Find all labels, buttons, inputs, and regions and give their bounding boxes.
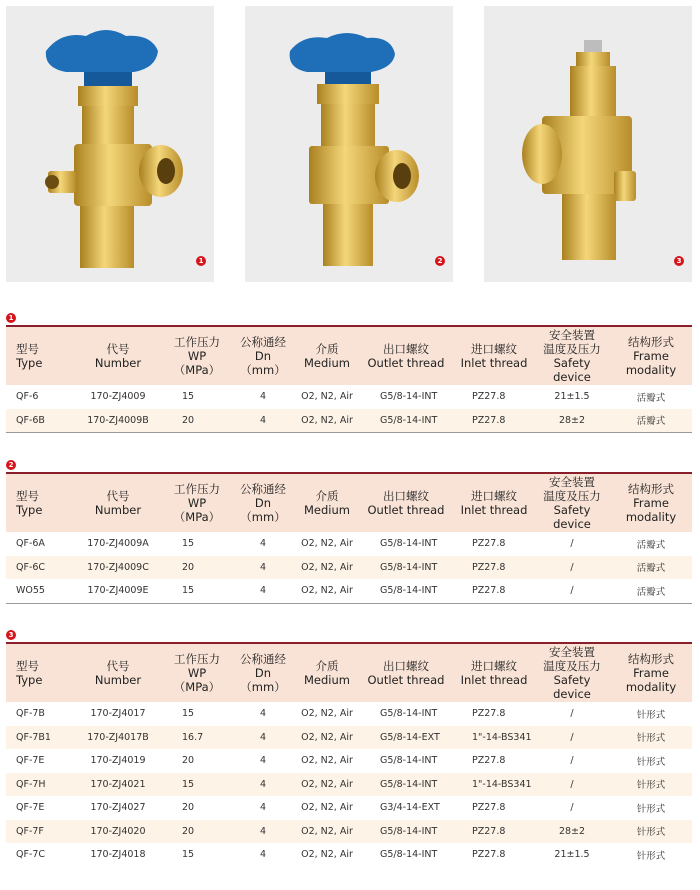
header-type: 型号 Type	[6, 474, 72, 532]
spec-table-2	[6, 474, 692, 603]
cell-type: QF-6A	[16, 538, 45, 550]
cell-inlet-thread: PZ27.8	[454, 820, 534, 844]
table-row	[6, 749, 692, 773]
cell-inlet-thread: PZ27.8	[472, 802, 506, 814]
table-bottom-rule	[6, 432, 692, 433]
table-row	[6, 820, 692, 844]
photo-badge-1: 1	[196, 256, 206, 266]
cell-inlet-thread: PZ27.8	[472, 538, 506, 550]
cell-type: QF-7E	[16, 755, 45, 767]
section-badge-1: 1	[6, 313, 16, 323]
cell-outlet-thread: G5/8-14-INT	[380, 391, 438, 403]
header-safety-device: 安全装置 温度及压力 Safety device	[534, 644, 610, 702]
spec-table-section-2	[6, 472, 692, 604]
cell-medium: O2, N2, Air	[301, 708, 353, 720]
table-row	[6, 556, 692, 580]
product-photo-3	[484, 6, 692, 282]
table-row	[6, 843, 692, 867]
cell-wp: 20	[182, 755, 195, 767]
cell-wp: 20	[182, 802, 195, 814]
header-safety-device: 安全装置 温度及压力 Safety device	[534, 474, 610, 532]
valve-image-1	[6, 6, 214, 282]
table-header-row	[6, 644, 692, 702]
cell-frame-modality: 针形式	[636, 709, 666, 721]
table-row	[6, 702, 692, 726]
table-row	[6, 579, 692, 603]
cell-number: 170-ZJ4018	[90, 849, 146, 861]
cell-type: QF-7B1	[6, 726, 72, 750]
cell-frame-modality: 活瓣式	[636, 586, 666, 598]
cell-safety-device: /	[534, 726, 610, 750]
cell-medium: O2, N2, Air	[296, 409, 358, 433]
cell-frame-modality: 活瓣式	[610, 556, 692, 580]
table-row	[6, 532, 692, 556]
cell-safety-device: /	[570, 802, 574, 814]
cell-dn: 4	[259, 755, 267, 767]
header-wp: 工作压力 WP （MPa）	[164, 327, 230, 385]
cell-inlet-thread: PZ27.8	[454, 409, 534, 433]
cell-outlet-thread: G3/4-14-EXT	[380, 802, 440, 814]
valve-image-3	[484, 6, 692, 282]
valve-image-2	[245, 6, 453, 282]
cell-safety-device: 21±1.5	[554, 391, 590, 403]
cell-safety-device: /	[534, 556, 610, 580]
header-wp: 工作压力 WP （MPa）	[164, 474, 230, 532]
header-outlet-thread: 出口螺纹 Outlet thread	[358, 474, 454, 532]
cell-inlet-thread: 1"-14-BS341	[454, 773, 534, 797]
header-outlet-thread: 出口螺纹 Outlet thread	[358, 327, 454, 385]
cell-dn: 4	[259, 849, 267, 861]
cell-medium: O2, N2, Air	[296, 726, 358, 750]
cell-number: 170-ZJ4020	[72, 820, 164, 844]
table-row	[6, 385, 692, 409]
header-inlet-thread: 进口螺纹 Inlet thread	[454, 644, 534, 702]
cell-wp: 20	[164, 820, 230, 844]
cell-medium: O2, N2, Air	[301, 391, 353, 403]
cell-wp: 15	[182, 708, 195, 720]
cell-medium: O2, N2, Air	[296, 820, 358, 844]
cell-outlet-thread: G5/8-14-INT	[380, 708, 438, 720]
cell-wp: 15	[164, 773, 230, 797]
product-photo-2	[245, 6, 453, 282]
cell-outlet-thread: G5/8-14-INT	[380, 755, 438, 767]
header-safety-device: 安全装置 温度及压力 Safety device	[534, 327, 610, 385]
cell-medium: O2, N2, Air	[301, 802, 353, 814]
table-row	[6, 409, 692, 433]
header-dn: 公称通经 Dn （mm）	[230, 474, 296, 532]
cell-wp: 15	[182, 391, 195, 403]
table-row	[6, 796, 692, 820]
cell-safety-device: /	[570, 755, 574, 767]
cell-inlet-thread: PZ27.8	[472, 391, 506, 403]
cell-medium: O2, N2, Air	[296, 556, 358, 580]
cell-frame-modality: 针形式	[610, 820, 692, 844]
cell-type: QF-7B	[16, 708, 45, 720]
header-wp: 工作压力 WP （MPa）	[164, 644, 230, 702]
table-bottom-rule	[6, 603, 692, 604]
cell-type: QF-6	[16, 391, 39, 403]
cell-wp: 15	[182, 538, 195, 550]
cell-medium: O2, N2, Air	[301, 755, 353, 767]
cell-inlet-thread: 1"-14-BS341	[454, 726, 534, 750]
cell-number: 170-ZJ4009A	[87, 538, 149, 550]
product-photo-1	[6, 6, 214, 282]
header-medium: 介质 Medium	[296, 327, 358, 385]
header-number: 代号 Number	[72, 644, 164, 702]
photo-badge-2: 2	[435, 256, 445, 266]
header-dn: 公称通经 Dn （mm）	[230, 644, 296, 702]
cell-wp: 15	[182, 585, 195, 597]
cell-medium: O2, N2, Air	[301, 538, 353, 550]
cell-wp: 15	[182, 849, 195, 861]
cell-medium: O2, N2, Air	[296, 773, 358, 797]
cell-inlet-thread: PZ27.8	[472, 585, 506, 597]
cell-dn: 4	[230, 556, 296, 580]
cell-safety-device: 21±1.5	[554, 849, 590, 861]
header-medium: 介质 Medium	[296, 644, 358, 702]
header-medium: 介质 Medium	[296, 474, 358, 532]
table-header-row	[6, 327, 692, 385]
cell-wp: 20	[164, 409, 230, 433]
cell-outlet-thread: G5/8-14-INT	[358, 409, 454, 433]
cell-wp: 16.7	[164, 726, 230, 750]
cell-inlet-thread: PZ27.8	[454, 556, 534, 580]
table-row	[6, 773, 692, 797]
cell-dn: 4	[259, 708, 267, 720]
cell-safety-device: /	[534, 773, 610, 797]
cell-medium: O2, N2, Air	[301, 585, 353, 597]
cell-frame-modality: 活瓣式	[636, 392, 666, 404]
cell-dn: 4	[259, 585, 267, 597]
table-row	[6, 726, 692, 750]
cell-outlet-thread: G5/8-14-INT	[380, 585, 438, 597]
cell-frame-modality: 针形式	[636, 756, 666, 768]
cell-number: 170-ZJ4009E	[87, 585, 149, 597]
cell-outlet-thread: G5/8-14-INT	[380, 538, 438, 550]
header-number: 代号 Number	[72, 327, 164, 385]
header-outlet-thread: 出口螺纹 Outlet thread	[358, 644, 454, 702]
cell-wp: 20	[164, 556, 230, 580]
cell-number: 170-ZJ4027	[90, 802, 146, 814]
header-inlet-thread: 进口螺纹 Inlet thread	[454, 327, 534, 385]
cell-frame-modality: 针形式	[636, 850, 666, 862]
spec-table-3	[6, 644, 692, 867]
cell-number: 170-ZJ4009	[90, 391, 146, 403]
cell-type: QF-7E	[16, 802, 45, 814]
cell-type: QF-6B	[6, 409, 72, 433]
cell-number: 170-ZJ4017B	[72, 726, 164, 750]
cell-dn: 4	[230, 820, 296, 844]
cell-outlet-thread: G5/8-14-EXT	[358, 726, 454, 750]
photo-badge-3: 3	[674, 256, 684, 266]
cell-frame-modality: 针形式	[636, 803, 666, 815]
header-inlet-thread: 进口螺纹 Inlet thread	[454, 474, 534, 532]
header-type: 型号 Type	[6, 644, 72, 702]
cell-number: 170-ZJ4017	[90, 708, 146, 720]
cell-dn: 4	[230, 773, 296, 797]
cell-type: QF-7C	[16, 849, 46, 861]
cell-type: WO55	[16, 585, 45, 597]
cell-dn: 4	[230, 409, 296, 433]
cell-dn: 4	[259, 391, 267, 403]
header-type: 型号 Type	[6, 327, 72, 385]
cell-dn: 4	[230, 726, 296, 750]
cell-inlet-thread: PZ27.8	[472, 849, 506, 861]
section-badge-2: 2	[6, 460, 16, 470]
cell-medium: O2, N2, Air	[301, 849, 353, 861]
cell-outlet-thread: G5/8-14-INT	[358, 773, 454, 797]
spec-table-section-3	[6, 642, 692, 867]
cell-inlet-thread: PZ27.8	[472, 755, 506, 767]
cell-dn: 4	[259, 802, 267, 814]
cell-type: QF-6C	[6, 556, 72, 580]
cell-number: 170-ZJ4009B	[72, 409, 164, 433]
cell-outlet-thread: G5/8-14-INT	[380, 849, 438, 861]
cell-dn: 4	[259, 538, 267, 550]
cell-number: 170-ZJ4019	[90, 755, 146, 767]
cell-number: 170-ZJ4021	[72, 773, 164, 797]
cell-inlet-thread: PZ27.8	[472, 708, 506, 720]
cell-safety-device: 28±2	[534, 409, 610, 433]
cell-safety-device: 28±2	[534, 820, 610, 844]
cell-frame-modality: 针形式	[610, 773, 692, 797]
cell-safety-device: /	[570, 538, 574, 550]
header-dn: 公称通经 Dn （mm）	[230, 327, 296, 385]
header-frame-modality: 结构形式 Frame modality	[610, 327, 692, 385]
header-frame-modality: 结构形式 Frame modality	[610, 644, 692, 702]
table-header-row	[6, 474, 692, 532]
cell-frame-modality: 活瓣式	[636, 539, 666, 551]
cell-frame-modality: 针形式	[610, 726, 692, 750]
spec-table-section-1	[6, 325, 692, 433]
header-frame-modality: 结构形式 Frame modality	[610, 474, 692, 532]
cell-outlet-thread: G5/8-14-INT	[358, 556, 454, 580]
cell-type: QF-7F	[6, 820, 72, 844]
cell-number: 170-ZJ4009C	[72, 556, 164, 580]
cell-type: QF-7H	[6, 773, 72, 797]
cell-safety-device: /	[570, 708, 574, 720]
spec-table-1	[6, 327, 692, 432]
header-number: 代号 Number	[72, 474, 164, 532]
cell-safety-device: /	[570, 585, 574, 597]
cell-outlet-thread: G5/8-14-INT	[358, 820, 454, 844]
cell-frame-modality: 活瓣式	[610, 409, 692, 433]
section-badge-3: 3	[6, 630, 16, 640]
